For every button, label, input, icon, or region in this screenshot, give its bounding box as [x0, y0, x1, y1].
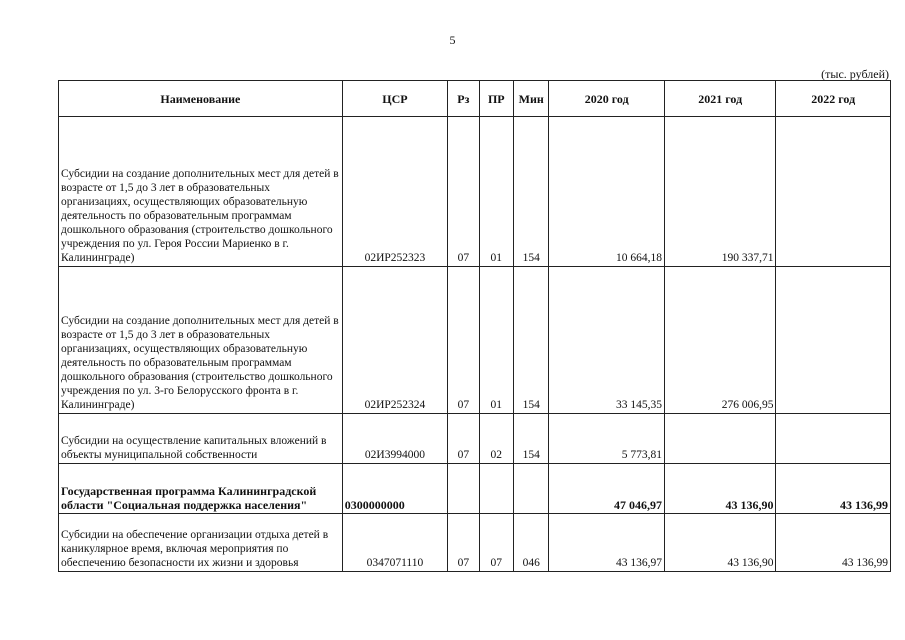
row-2020: 33 145,35 [549, 267, 665, 414]
row-rz: 07 [448, 267, 479, 414]
row-rz: 07 [448, 117, 479, 267]
header-name: Наименование [59, 81, 343, 117]
table-row [59, 267, 891, 414]
row-2020: 43 136,97 [549, 514, 665, 572]
page-number: 5 [449, 33, 456, 47]
row-csr: 02И3994000 [342, 414, 447, 464]
header-2020: 2020 год [549, 81, 665, 117]
row-pr [479, 464, 513, 514]
table-row [59, 414, 891, 464]
row-name: Субсидии на создание дополнительных мест для детей в возрасте от 1,5 до 3 лет в образовательных организациях, осуществляющих образовательную деятельность по образовательным программам дошкольного образования (строительство дошкольного учреждения по ул. Героя России Мариенко в г. Калининграде) [59, 117, 343, 267]
row-2020: 5 773,81 [549, 414, 665, 464]
row-name: Субсидии на создание дополнительных мест для детей в возрасте от 1,5 до 3 лет в образовательных организациях, осуществляющих образовательную деятельность по образовательным программам дошкольного образования (строительство дошкольного учреждения по ул. 3-го Белорусского фронта в г. Калининграде) [59, 267, 343, 414]
row-2021 [664, 414, 775, 464]
row-min: 154 [514, 267, 549, 414]
row-2022: 43 136,99 [776, 514, 891, 572]
row-2022 [776, 267, 891, 414]
row-2022 [776, 117, 891, 267]
row-rz [448, 464, 479, 514]
row-pr: 07 [479, 514, 513, 572]
row-pr: 01 [479, 117, 513, 267]
header-2021: 2021 год [664, 81, 775, 117]
row-min [514, 464, 549, 514]
row-2021: 190 337,71 [664, 117, 775, 267]
row-name: Государственная программа Калининградской области "Социальная поддержка населения" [59, 464, 343, 514]
row-2021: 43 136,90 [664, 464, 775, 514]
table-row [59, 464, 891, 514]
row-min: 154 [514, 117, 549, 267]
row-2020: 47 046,97 [549, 464, 665, 514]
table-row [59, 514, 891, 572]
header-pr: ПР [479, 81, 513, 117]
row-csr: 02ИР252323 [342, 117, 447, 267]
table-row [59, 117, 891, 267]
header-min: Мин [514, 81, 549, 117]
budget-table [58, 80, 891, 572]
row-rz: 07 [448, 514, 479, 572]
header-2022: 2022 год [776, 81, 891, 117]
row-2020: 10 664,18 [549, 117, 665, 267]
row-rz: 07 [448, 414, 479, 464]
row-csr: 0300000000 [342, 464, 447, 514]
row-2022 [776, 414, 891, 464]
row-pr: 02 [479, 414, 513, 464]
row-min: 154 [514, 414, 549, 464]
row-min: 046 [514, 514, 549, 572]
header-rz: Рз [448, 81, 479, 117]
row-pr: 01 [479, 267, 513, 414]
row-csr: 02ИР252324 [342, 267, 447, 414]
row-csr: 0347071110 [342, 514, 447, 572]
header-row [59, 81, 891, 117]
header-csr: ЦСР [342, 81, 447, 117]
row-name: Субсидии на обеспечение организации отдыха детей в каникулярное время, включая мероприятия по обеспечению безопасности их жизни и здоровья [59, 514, 343, 572]
row-2021: 276 006,95 [664, 267, 775, 414]
row-2021: 43 136,90 [664, 514, 775, 572]
units-note: (тыс. рублей) [821, 67, 889, 81]
row-2022: 43 136,99 [776, 464, 891, 514]
row-name: Субсидии на осуществление капитальных вложений в объекты муниципальной собственности [59, 414, 343, 464]
